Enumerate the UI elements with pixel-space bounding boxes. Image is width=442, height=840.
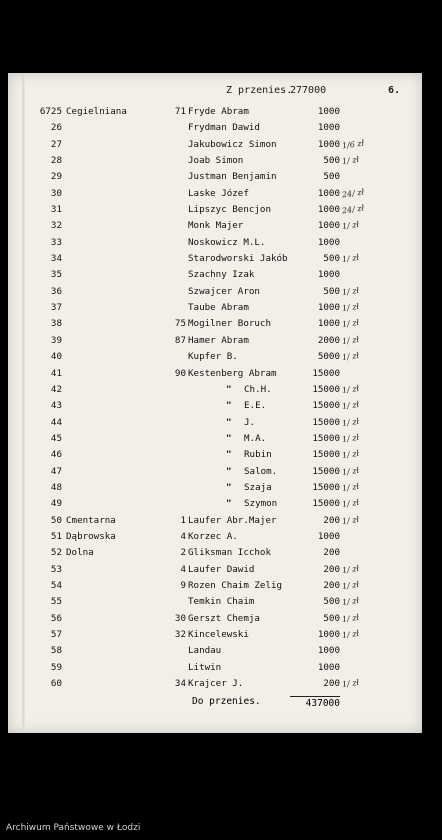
person-name: Temkin Chaim — [188, 596, 255, 608]
entry-number: 34 — [50, 253, 62, 265]
person-name: Laufer Dawid — [188, 563, 255, 575]
handwritten-note: 1/ zł — [341, 334, 360, 346]
table-row — [8, 676, 422, 692]
handwritten-note: 24/ zł — [341, 187, 365, 200]
person-initials: Szaja — [244, 481, 272, 493]
person-name: Taube Abram — [188, 302, 249, 314]
person-initials: Rubin — [244, 449, 272, 461]
table-row — [8, 578, 422, 594]
table-row — [8, 120, 422, 136]
amount: 1000 — [317, 122, 340, 134]
page-number: 6. — [387, 85, 400, 96]
person-name: Laufer Abr.Majer — [188, 514, 277, 526]
amount: 200 — [323, 678, 340, 690]
table-row — [8, 333, 422, 349]
person-name: Laske Józef — [188, 187, 249, 199]
person-name: Joab Simon — [188, 155, 244, 167]
entry-number: 58 — [50, 645, 62, 657]
entry-number: 54 — [50, 579, 62, 591]
entry-number: 60 — [50, 678, 62, 690]
table-row — [8, 643, 422, 659]
handwritten-note: 1/ zł — [341, 400, 360, 412]
amount: 1000 — [317, 302, 340, 314]
entry-number: 37 — [50, 302, 62, 314]
table-row — [8, 186, 422, 202]
amount: 5000 — [317, 351, 340, 363]
amount: 500 — [323, 612, 340, 624]
handwritten-note: 1/ zł — [341, 465, 360, 477]
entry-number: 36 — [50, 285, 62, 297]
amount: 1000 — [317, 204, 340, 216]
street-name: Cmentarna — [66, 514, 116, 526]
table-row — [8, 447, 422, 463]
document-page — [8, 73, 422, 733]
table-row — [8, 464, 422, 480]
table-row — [8, 611, 422, 627]
table-row — [8, 104, 422, 120]
table-row — [8, 513, 422, 529]
person-name: Lipszyc Bencjon — [188, 204, 271, 216]
entry-number: 29 — [50, 171, 62, 183]
amount: 1000 — [317, 318, 340, 330]
table-row — [8, 366, 422, 382]
ledger-table — [8, 104, 422, 710]
handwritten-note: 1/ zł — [341, 432, 360, 445]
house-number: 34 — [174, 678, 186, 690]
amount: 15000 — [312, 498, 340, 510]
person-name: " — [226, 465, 232, 477]
table-row — [8, 594, 422, 610]
amount: 500 — [323, 285, 340, 297]
handwritten-note: 24/ zł — [341, 203, 365, 216]
table-row — [8, 562, 422, 578]
amount: 15000 — [312, 481, 340, 493]
person-name: Rozen Chaim Zelig — [188, 579, 283, 591]
handwritten-note: 1/ zł — [341, 481, 360, 494]
house-number: 87 — [174, 334, 186, 346]
table-row — [8, 431, 422, 447]
table-row — [8, 529, 422, 545]
person-name: " — [226, 432, 232, 444]
person-name: Frydman Dawid — [188, 122, 260, 134]
house-number: 71 — [174, 106, 186, 117]
entry-number: 33 — [50, 236, 62, 248]
entry-number: 45 — [50, 432, 62, 444]
table-row — [8, 382, 422, 398]
person-initials: Szymon — [244, 498, 278, 510]
amount: 1000 — [317, 236, 340, 248]
handwritten-note: 1/ zł — [341, 220, 360, 232]
entry-number: 52 — [50, 547, 62, 559]
person-name: Gliksman Icchok — [188, 547, 271, 559]
entry-number: 6725 — [39, 106, 62, 117]
entry-number: 59 — [50, 661, 62, 673]
table-row — [8, 218, 422, 234]
amount: 1000 — [317, 645, 340, 657]
table-row — [8, 235, 422, 251]
person-initials: E.E. — [244, 400, 267, 412]
amount: 1000 — [317, 138, 340, 150]
entry-number: 46 — [50, 449, 62, 461]
handwritten-note: 1/ zł — [341, 252, 360, 265]
handwritten-note: 1/ zł — [341, 449, 360, 461]
handwritten-note: 1/ zł — [341, 514, 360, 526]
entry-number: 40 — [50, 351, 62, 363]
amount: 500 — [323, 171, 340, 183]
entry-number: 50 — [50, 514, 62, 526]
street-name: Dolna — [66, 547, 94, 559]
amount: 15000 — [312, 449, 340, 461]
handwritten-note: 1/6 zł — [341, 138, 365, 151]
person-name: " — [226, 383, 232, 395]
handwritten-note: 1/ zł — [341, 154, 360, 167]
entry-number: 51 — [50, 530, 62, 542]
amount: 15000 — [312, 465, 340, 477]
amount: 1000 — [317, 661, 340, 673]
table-row — [8, 496, 422, 512]
table-row — [8, 153, 422, 169]
person-name: " — [226, 416, 232, 428]
house-number: 2 — [180, 547, 186, 559]
entry-number: 26 — [50, 122, 62, 134]
table-row — [8, 627, 422, 643]
handwritten-note: 1/ zł — [341, 383, 360, 395]
person-initials: M.A. — [244, 432, 267, 444]
entry-number: 32 — [50, 220, 62, 232]
amount: 500 — [323, 596, 340, 608]
table-row — [8, 202, 422, 218]
entry-number: 27 — [50, 138, 62, 150]
street-name: Dąbrowska — [66, 530, 116, 542]
person-name: Kestenberg Abram — [188, 367, 277, 379]
house-number: 1 — [180, 514, 186, 526]
amount: 15000 — [312, 432, 340, 444]
person-name: " — [226, 400, 232, 412]
house-number: 75 — [174, 318, 186, 330]
entry-number: 38 — [50, 318, 62, 330]
handwritten-note: 1/ zł — [341, 498, 360, 510]
person-name: Hamer Abram — [188, 334, 249, 346]
handwritten-note: 1/ zł — [341, 612, 360, 624]
archive-label: Archiwum Państwowe w Łodzi — [6, 823, 141, 833]
table-row — [8, 169, 422, 185]
table-row — [8, 660, 422, 676]
amount: 1000 — [317, 629, 340, 640]
amount: 1000 — [317, 269, 340, 281]
carry-over-row — [8, 692, 422, 710]
handwritten-note: 1/ zł — [341, 563, 360, 575]
table-row — [8, 349, 422, 365]
person-initials: Salom. — [244, 465, 278, 477]
amount: 1000 — [317, 530, 340, 542]
page-header — [8, 85, 422, 99]
handwritten-note: 1/ zł — [341, 301, 360, 314]
person-name: Mogilner Boruch — [188, 318, 271, 330]
entry-number: 57 — [50, 629, 62, 640]
person-name: Szwajcer Aron — [188, 285, 260, 297]
person-name: Litwin — [188, 661, 222, 673]
handwritten-note: 1/ zł — [341, 628, 360, 641]
person-initials: Ch.H. — [244, 383, 272, 395]
person-name: Korzec A. — [188, 530, 238, 542]
amount: 2000 — [317, 334, 340, 346]
amount: 1000 — [317, 106, 340, 117]
table-row — [8, 137, 422, 153]
person-name: Krajcer J. — [188, 678, 244, 690]
handwritten-note: 1/ zł — [341, 416, 360, 428]
person-name: Jakubowicz Simon — [188, 138, 277, 150]
person-name: Justman Benjamin — [188, 171, 277, 183]
carry-forward-sum: 277000 — [290, 85, 327, 96]
house-number: 9 — [180, 579, 186, 591]
person-name: Gerszt Chemja — [188, 612, 260, 624]
person-name: Szachny Izak — [188, 269, 255, 281]
amount: 200 — [323, 579, 340, 591]
person-name: Kincelewski — [188, 629, 249, 640]
handwritten-note: 1/ zł — [341, 596, 360, 608]
entry-number: 43 — [50, 400, 62, 412]
person-name: " — [226, 498, 232, 510]
entry-number: 35 — [50, 269, 62, 281]
carry-over-label: Do przenies. — [192, 696, 261, 708]
table-row — [8, 545, 422, 561]
amount: 15000 — [312, 400, 340, 412]
amount: 500 — [323, 155, 340, 167]
amount: 500 — [323, 253, 340, 265]
carry-forward-label: Z przenies. — [226, 85, 293, 96]
handwritten-note: 1/ zł — [341, 285, 360, 297]
house-number: 4 — [180, 563, 186, 575]
amount: 200 — [323, 563, 340, 575]
entry-number: 30 — [50, 187, 62, 199]
amount: 15000 — [312, 383, 340, 395]
entry-number: 31 — [50, 204, 62, 216]
amount: 200 — [323, 514, 340, 526]
entry-number: 49 — [50, 498, 62, 510]
person-initials: J. — [244, 416, 256, 428]
table-row — [8, 284, 422, 300]
entry-number: 41 — [50, 367, 62, 379]
handwritten-note: 1/ zł — [341, 351, 360, 363]
entry-number: 48 — [50, 481, 62, 493]
person-name: Fryde Abram — [188, 106, 249, 117]
person-name: Starodworski Jakób — [188, 253, 288, 265]
entry-number: 55 — [50, 596, 62, 608]
entry-number: 47 — [50, 465, 62, 477]
person-name: " — [226, 449, 232, 461]
table-row — [8, 267, 422, 283]
handwritten-note: 1/ zł — [341, 579, 360, 592]
entry-number: 56 — [50, 612, 62, 624]
person-name: Noskowicz M.L. — [188, 236, 266, 248]
house-number: 4 — [180, 530, 186, 542]
handwritten-note: 1/ zł — [341, 318, 360, 330]
carry-over-total: 437000 — [290, 696, 340, 709]
amount: 15000 — [312, 367, 340, 379]
house-number: 30 — [174, 612, 186, 624]
handwritten-note: 1/ zł — [341, 677, 360, 690]
table-row — [8, 316, 422, 332]
person-name: " — [226, 481, 232, 493]
entry-number: 42 — [50, 383, 62, 395]
entry-number: 39 — [50, 334, 62, 346]
person-name: Landau — [188, 645, 222, 657]
table-row — [8, 398, 422, 414]
amount: 1000 — [317, 220, 340, 232]
street-name: Cegielniana — [66, 106, 127, 117]
amount: 200 — [323, 547, 340, 559]
entry-number: 44 — [50, 416, 62, 428]
person-name: Monk Majer — [188, 220, 244, 232]
house-number: 90 — [174, 367, 186, 379]
table-row — [8, 415, 422, 431]
table-row — [8, 251, 422, 267]
entry-number: 28 — [50, 155, 62, 167]
house-number: 32 — [174, 629, 186, 640]
table-row — [8, 300, 422, 316]
amount: 1000 — [317, 187, 340, 199]
person-name: Kupfer B. — [188, 351, 238, 363]
entry-number: 53 — [50, 563, 62, 575]
table-row — [8, 480, 422, 496]
amount: 15000 — [312, 416, 340, 428]
